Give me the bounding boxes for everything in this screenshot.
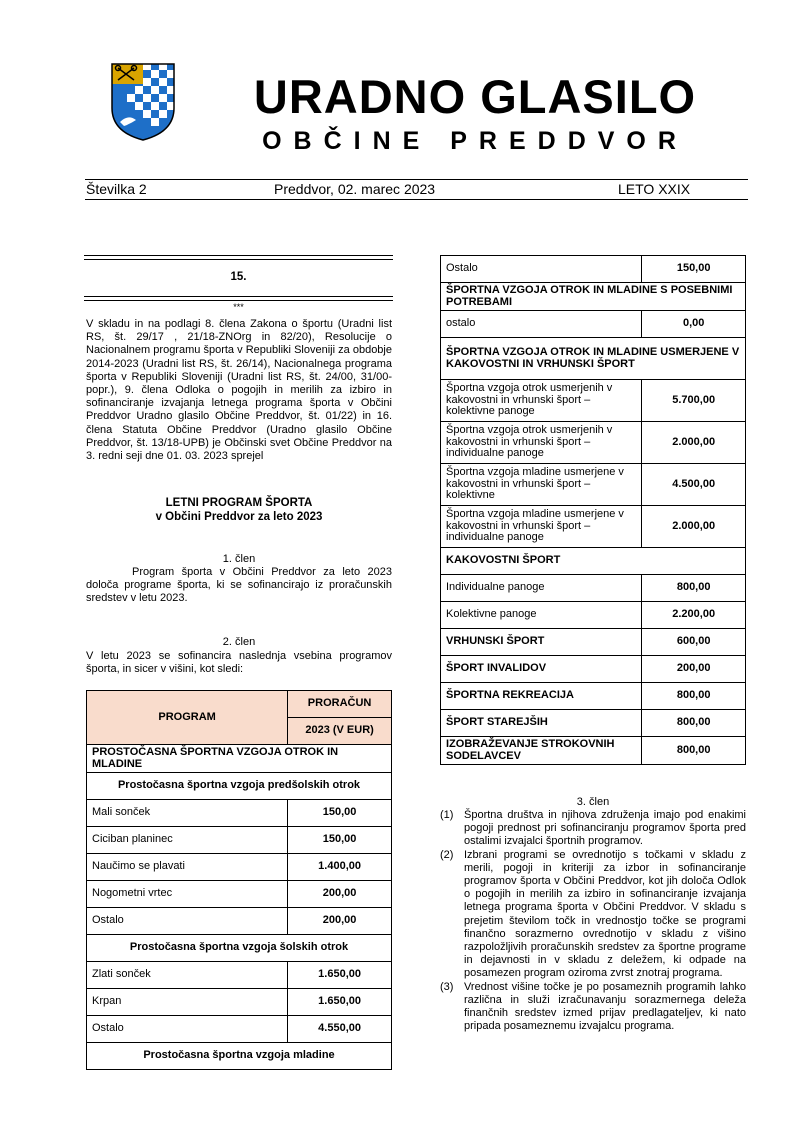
row-label: ŠPORT STAREJŠIH — [441, 710, 642, 737]
row-label: Nogometni vrtec — [87, 881, 288, 908]
row-value: 1.650,00 — [288, 962, 392, 989]
row-value: 150,00 — [288, 827, 392, 854]
publication-title: URADNO GLASILO — [253, 70, 697, 123]
item-number: (3) — [440, 980, 454, 993]
row-label: Ostalo — [87, 908, 288, 935]
row-label: ostalo — [441, 311, 642, 338]
row-value: 2.200,00 — [642, 602, 746, 629]
item-number: (2) — [440, 848, 454, 861]
row-value: 2.000,00 — [642, 422, 746, 464]
list-item — [440, 849, 746, 981]
list-item — [440, 981, 746, 1034]
section-heading: KAKOVOSTNI ŠPORT — [441, 548, 746, 575]
section-heading: PROSTOČASNA ŠPORTNA VZGOJA OTROK IN MLADINE — [87, 745, 392, 773]
row-label: Krpan — [87, 989, 288, 1016]
row-value: 150,00 — [288, 800, 392, 827]
column-header-budget-year: 2023 (V EUR) — [288, 718, 392, 745]
column-header-program: PROGRAM — [87, 691, 288, 745]
row-label: Ciciban planinec — [87, 827, 288, 854]
row-value: 4.550,00 — [288, 1016, 392, 1043]
row-value: 600,00 — [642, 629, 746, 656]
preamble-paragraph: V skladu in na podlagi 8. člena Zakona o športu (Uradni list RS, št. 29/17 , 21/18-ZNOrg in 82/20), Resolucije o Nacionalnem programu športa v Republiki Sloveniji za obdobje 2014-2023 (Uradni list RS, št. 26/14), Nacionalnega programa športa v Republiki Sloveniji (Uradni list RS, št. 24/00, 31/00-popr.), 9. člena Odloka o pogojih in merilih za izbiro in sofinanciranje izvajanja letnega programa športa v Občini Preddvor Uradno glasilo Občine Preddvor, št. 01/22) in 16. člena Statuta Občine Preddvor (Uradno glasilo Občine Preddvor, št. 13/18-UPB) je Občinski svet Občine Preddvor na 3. redni seji dne 01. 03. 2023 sprejel — [86, 318, 392, 463]
row-label: Športna vzgoja mladine usmerjene v kakovostni in vrhunski šport – kolektivne — [441, 464, 642, 506]
program-title: LETNI PROGRAM ŠPORTA — [165, 497, 313, 509]
subsection-heading: Prostočasna športna vzgoja šolskih otrok — [87, 935, 392, 962]
article-1-text: Program športa v Občini Preddvor za leto 2023 določa programe športa, ki se sofinancirajo iz proračunskih sredstev v letu 2023. — [86, 566, 392, 605]
row-value: 1.650,00 — [288, 989, 392, 1016]
list-item — [440, 809, 746, 849]
document-number: 15. — [230, 271, 247, 283]
item-text: Športna društva in njihova združenja imajo pod enakimi pogoji prednost pri sofinanciranju programov športa pred ostalimi izvajalci športnih programov. — [464, 809, 746, 848]
article-3-heading: 3. člen — [576, 796, 610, 808]
article-2-text: V letu 2023 se sofinancira naslednja vsebina programov športa, in sicer v višini, kot sledi: — [86, 650, 392, 676]
section-heading: ŠPORTNA VZGOJA OTROK IN MLADINE S POSEBNIMI POTREBAMI — [441, 283, 746, 311]
row-label: Naučimo se plavati — [87, 854, 288, 881]
issue-year: LETO XXIX — [618, 181, 691, 197]
row-value: 150,00 — [642, 256, 746, 283]
article-1-heading: 1. člen — [222, 553, 256, 565]
row-label: Mali sonček — [87, 800, 288, 827]
row-value: 200,00 — [288, 908, 392, 935]
row-value: 200,00 — [642, 656, 746, 683]
issue-date: Preddvor, 02. marec 2023 — [274, 181, 436, 197]
row-value: 200,00 — [288, 881, 392, 908]
row-value: 0,00 — [642, 311, 746, 338]
section-rule-top — [84, 255, 393, 260]
municipal-coat-of-arms — [110, 62, 176, 142]
item-text: Vrednost višine točke je po posameznih programih lahko različna in služi izračunavanju sorazmernega deleža finančnih sredstev izmed prijav predlagateljev, ki nato pripada posameznemu izvajalcu programa. — [464, 980, 746, 1033]
item-text: Izbrani programi se ovrednotijo s točkami v skladu z merili, pogoji in kriteriji za izbor in sofinanciranje programov športa v Občini Preddvor, kot jih določa Odlok o pogojih in merilih za izbiro in sofinanciranje izvajanja letnega programa športa v Občini Preddvor. V skladu s prejetim številom točk in vrednostjo točke se programi finančno sorazmerno ovrednotijo v skladu z višino razpoložljivih proračunskih sredstev za športne programe in dejavnosti in v skladu z deležem, ki odpade na posamezen program oziroma zvrst znotraj programa. — [464, 848, 746, 980]
article-3-list — [440, 809, 746, 1033]
program-subtitle: v Občini Preddvor za leto 2023 — [155, 511, 323, 523]
issue-number: Številka 2 — [86, 181, 147, 197]
header-bottom-rule — [85, 199, 748, 200]
separator-stars: *** — [233, 302, 244, 312]
row-label: Zlati sonček — [87, 962, 288, 989]
row-value: 800,00 — [642, 575, 746, 602]
row-value: 800,00 — [642, 683, 746, 710]
row-label: Športna vzgoja otrok usmerjenih v kakovostni in vrhunski šport – kolektivne panoge — [441, 380, 642, 422]
subsection-heading: Prostočasna športna vzgoja predšolskih otrok — [87, 773, 392, 800]
row-label: Športna vzgoja otrok usmerjenih v kakovostni in vrhunski šport – individualne panoge — [441, 422, 642, 464]
row-value: 4.500,00 — [642, 464, 746, 506]
row-label: VRHUNSKI ŠPORT — [441, 629, 642, 656]
article-2-heading: 2. člen — [222, 636, 256, 648]
publication-subtitle: OBČINE PREDDVOR — [262, 127, 688, 155]
section-heading: ŠPORTNA VZGOJA OTROK IN MLADINE USMERJENE V KAKOVOSTNI IN VRHUNSKI ŠPORT — [441, 338, 746, 380]
row-value: 1.400,00 — [288, 854, 392, 881]
section-rule-bottom — [84, 296, 393, 301]
row-label: Kolektivne panoge — [441, 602, 642, 629]
row-label: Športna vzgoja mladine usmerjene v kakovostni in vrhunski šport – individualne panoge — [441, 506, 642, 548]
subsection-heading: Prostočasna športna vzgoja mladine — [87, 1043, 392, 1070]
row-label: ŠPORTNA REKREACIJA — [441, 683, 642, 710]
row-value: 2.000,00 — [642, 506, 746, 548]
header-top-rule — [85, 179, 748, 180]
row-label: Ostalo — [87, 1016, 288, 1043]
row-label: IZOBRAŽEVANJE STROKOVNIH SODELAVCEV — [441, 737, 642, 765]
budget-table-left — [86, 690, 392, 1070]
budget-table-right — [440, 255, 746, 765]
item-number: (1) — [440, 809, 454, 821]
row-value: 5.700,00 — [642, 380, 746, 422]
row-value: 800,00 — [642, 710, 746, 737]
row-label: Individualne panoge — [441, 575, 642, 602]
row-value: 800,00 — [642, 737, 746, 765]
row-label: Ostalo — [441, 256, 642, 283]
column-header-budget: PRORAČUN — [288, 691, 392, 718]
row-label: ŠPORT INVALIDOV — [441, 656, 642, 683]
